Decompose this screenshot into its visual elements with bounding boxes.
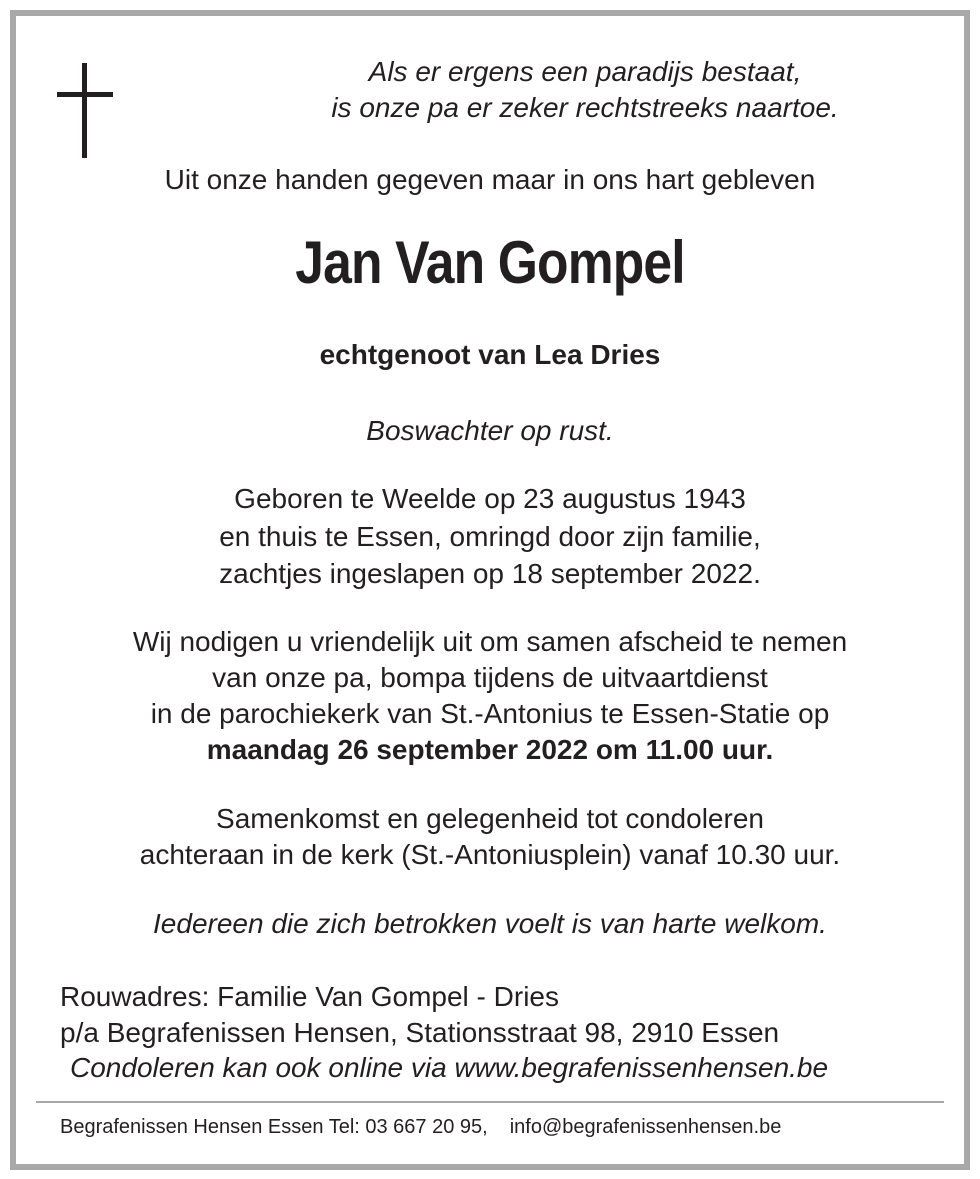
footer-divider xyxy=(36,1101,944,1103)
gathering-line-2: achteraan in de kerk (St.-Antoniusplein) vanaf 10.30 uur. xyxy=(139,839,841,870)
place-line: en thuis te Essen, omringd door zijn familie, xyxy=(219,521,761,552)
invitation-line-3: in de parochiekerk van St.-Antonius te Essen-Statie op xyxy=(150,698,830,729)
invitation-line-2: van onze pa, bompa tijdens de uitvaartdienst xyxy=(212,662,768,693)
deceased-name: Jan Van Gompel xyxy=(295,229,685,296)
footer xyxy=(60,1114,781,1140)
welcome-line: Iedereen die zich betrokken voelt is van harte welkom. xyxy=(153,908,827,939)
occupation-line: Boswachter op rust. xyxy=(366,415,614,446)
cross-icon xyxy=(82,63,87,158)
gathering-line-1: Samenkomst en gelegenheid tot condoleren xyxy=(216,803,764,834)
invitation-line-1: Wij nodigen u vriendelijk uit om samen afscheid te nemen xyxy=(132,626,848,657)
subtitle: Uit onze handen gegeven maar in ons hart gebleven xyxy=(164,164,816,195)
funeral-datetime: maandag 26 september 2022 om 11.00 uur. xyxy=(206,734,774,765)
footer-email[interactable]: info@begrafenissenhensen.be xyxy=(509,1116,782,1138)
quote-line-1: Als er ergens een paradijs bestaat, xyxy=(368,56,802,87)
footer-company-phone: Begrafenissen Hensen Essen Tel: 03 667 20 95, xyxy=(60,1116,488,1138)
spouse-line: echtgenoot van Lea Dries xyxy=(319,339,661,370)
address-line-1: Rouwadres: Familie Van Gompel - Dries xyxy=(60,981,559,1012)
quote-line-2: is onze pa er zeker rechtstreeks naartoe. xyxy=(331,92,839,123)
death-line: zachtjes ingeslapen op 18 september 2022. xyxy=(219,558,761,589)
birth-line: Geboren te Weelde op 23 augustus 1943 xyxy=(234,483,746,514)
online-condolence-line: Condoleren kan ook online via www.begrafenissenhensen.be xyxy=(70,1052,829,1083)
address-line-2: p/a Begrafenissen Hensen, Stationsstraat 98, 2910 Essen xyxy=(60,1017,780,1048)
